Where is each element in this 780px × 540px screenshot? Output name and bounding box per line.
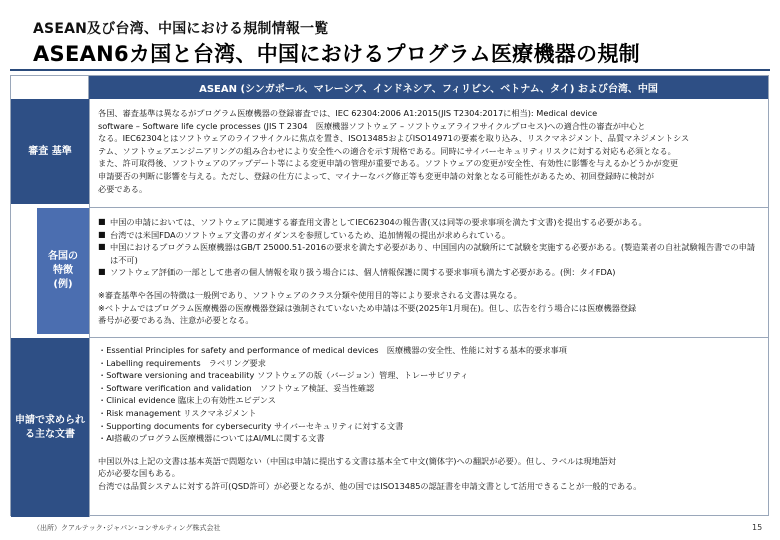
- list-item: ■ ソフトウェア評価の一部として患者の個人情報を取り扱う場合には、個人情報保護に関する要求事項も満たす必要がある。(例：タイFDA): [98, 266, 760, 279]
- page-title: ASEAN6カ国と台湾、中国におけるプログラム医療機器の規制: [33, 42, 640, 66]
- list-item: ・Software verification and validation ソフトウェア検証、妥当性確認: [98, 382, 375, 393]
- label-line: 特徴: [53, 265, 73, 276]
- cell-required-documents: [89, 338, 768, 517]
- list-item: ・Labelling requirements ラベリング要求: [98, 357, 266, 368]
- text-line: なる。IEC62304とはソフトウェアのライフサイクルに焦点を置き、ISO13485およびISO14971の要素を取り込み、リスクマネジメント、品質マネジメントシス: [98, 133, 690, 144]
- document-list: [98, 344, 760, 445]
- text-line: 必要である。: [98, 183, 148, 194]
- list-item: ■ 台湾では米国FDAのソフトウェア文書のガイダンスを参照しているため、追加情報の提出が求められている。: [98, 229, 760, 242]
- regulation-table: [10, 75, 769, 516]
- note-line: ※審査基準や各国の特徴は一般例であり、ソフトウェアのクラス分類や使用目的等により要求される文書は異なる。: [98, 289, 522, 300]
- note-line: ※ベトナムではプログラム医療機器の医療機器登録は強制されていないため申請は不要(2025年1月現在)。但し、広告を行う場合には医療機器登録: [98, 302, 637, 313]
- notes: [98, 289, 760, 327]
- title-divider: [10, 69, 770, 71]
- note-line: 番号が必要である為、注意が必要となる。: [98, 315, 254, 326]
- row-label-review-criteria: 審査 基準: [11, 99, 89, 206]
- row-label-country-features: [37, 208, 89, 336]
- page-subtitle: ASEAN及び台湾、中国における規制情報一覧: [33, 21, 329, 37]
- cell-country-features: [89, 208, 768, 338]
- list-item: ・Risk management リスクマネジメント: [98, 407, 257, 418]
- list-item: ・AI搭載のプログラム医療機器についてはAI/MLに関する文書: [98, 433, 325, 444]
- page-number: 15: [752, 523, 763, 532]
- text-line: 申請要否の判断に影響を与える。ただし、登録の仕方によって、マイナーなバグ修正等も変更申請の対象となる可能性があるため、初回登録時に検討が: [98, 170, 655, 181]
- table-header-corner: [11, 76, 89, 99]
- source-note: （出所）クアルテック･ジャパン･コンサルティング株式会社: [33, 524, 221, 532]
- label-line: 各国の: [48, 251, 78, 262]
- list-item: ・Supporting documents for cybersecurity サイバーセキュリティに対する文書: [98, 420, 404, 431]
- text-line: 各国、審査基準は異なるがプログラム医療機器の登録審査では、IEC 62304:2006 A1:2015(JIS T2304:2017に相当): Medical device: [98, 108, 598, 118]
- text-line: 応が必要な国もある。: [98, 468, 180, 479]
- text-line: テム、ソフトウェアエンジニアリングの組み合わせにより安全性への適合を示す規格である。同時にサイバーセキュリティリスクに対する対応も必須となる。: [98, 145, 676, 156]
- list-item: ■ 中国におけるプログラム医療機器はGB/T 25000.51-2016の要求を満たす必要があり、中国国内の試験所にて試験を実施する必要がある。(製造業者の自社試験報告書での申請は不可): [98, 241, 760, 266]
- list-item: ■ 中国の申請においては、ソフトウェアに関連する審査用文書としてIEC62304の報告書(又は同等の要求事項を満たす文書)を提出する必要がある。: [98, 216, 760, 229]
- text-line: 中国以外は上記の文書は基本英語で問題ない（中国は申請に提出する文書は基本全て中文(簡体字)への翻訳が必要）。但し、ラベルは現地語対: [98, 455, 617, 466]
- text-line: software – Software life cycle processes (JIS T 2304 医療機器ソフトウェア – ソフトウェアライフサイクルプロセス)への適合性の審査が中心と: [98, 120, 646, 131]
- row-label-required-documents: [11, 338, 89, 517]
- label-line: (例): [53, 279, 73, 290]
- list-item: ・Software versioning and traceability ソフトウェアの版（バージョン）管理、トレーサビリティ: [98, 370, 469, 381]
- documents-notes: [98, 455, 760, 493]
- feature-list: [98, 216, 760, 279]
- label-line: る主な文書: [25, 428, 75, 440]
- list-item: ・Essential Principles for safety and performance of medical devices 医療機器の安全性、性能に対する基本的要求事項: [98, 345, 567, 355]
- list-item: ・Clinical evidence 臨床上の有効性エビデンス: [98, 395, 276, 406]
- label-line: 申請で求められ: [15, 414, 85, 426]
- text-line: 台湾では品質システムに対する許可(QSD許可）が必要となるが、他の国ではISO13485の認証書を申請文書として活用できることが一般的である。: [98, 480, 642, 491]
- text-line: また、許可取得後、ソフトウェアのアップデート等による変更申請の管理が重要である。ソフトウェアの変更が安全性、有効性に影響を与えるかどうかが変更: [98, 158, 679, 169]
- table-column-header: ASEAN (シンガポール、マレーシア、インドネシア、フィリピン、ベトナム、タイ) および台湾、中国: [89, 76, 768, 99]
- cell-review-criteria: [89, 99, 768, 208]
